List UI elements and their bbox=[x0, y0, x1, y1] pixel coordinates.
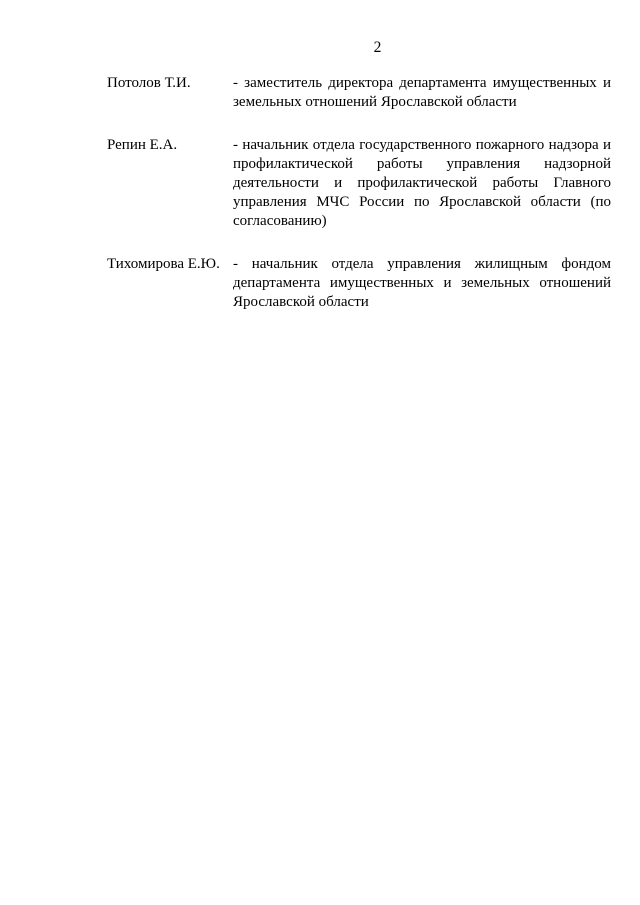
member-name: Потолов Т.И. bbox=[107, 75, 191, 91]
member-role: - начальник отдела управления жилищным фондом департамента имущественных и земельных отношений Ярославской области bbox=[233, 256, 611, 310]
member-role: - начальник отдела государственного пожарного надзора и профилактической работы управления надзорной деятельности и профилактической работы Главного управления МЧС России по Ярославской области (по согласованию) bbox=[233, 137, 611, 229]
member-list bbox=[107, 74, 611, 336]
member-entry bbox=[107, 136, 611, 231]
member-entry bbox=[107, 255, 611, 312]
page-number: 2 bbox=[373, 39, 382, 56]
member-role: - заместитель директора департамента имущественных и земельных отношений Ярославской области bbox=[233, 75, 611, 110]
member-entry bbox=[107, 74, 611, 112]
member-name: Тихомирова Е.Ю. bbox=[107, 256, 220, 272]
member-name: Репин Е.А. bbox=[107, 137, 178, 153]
